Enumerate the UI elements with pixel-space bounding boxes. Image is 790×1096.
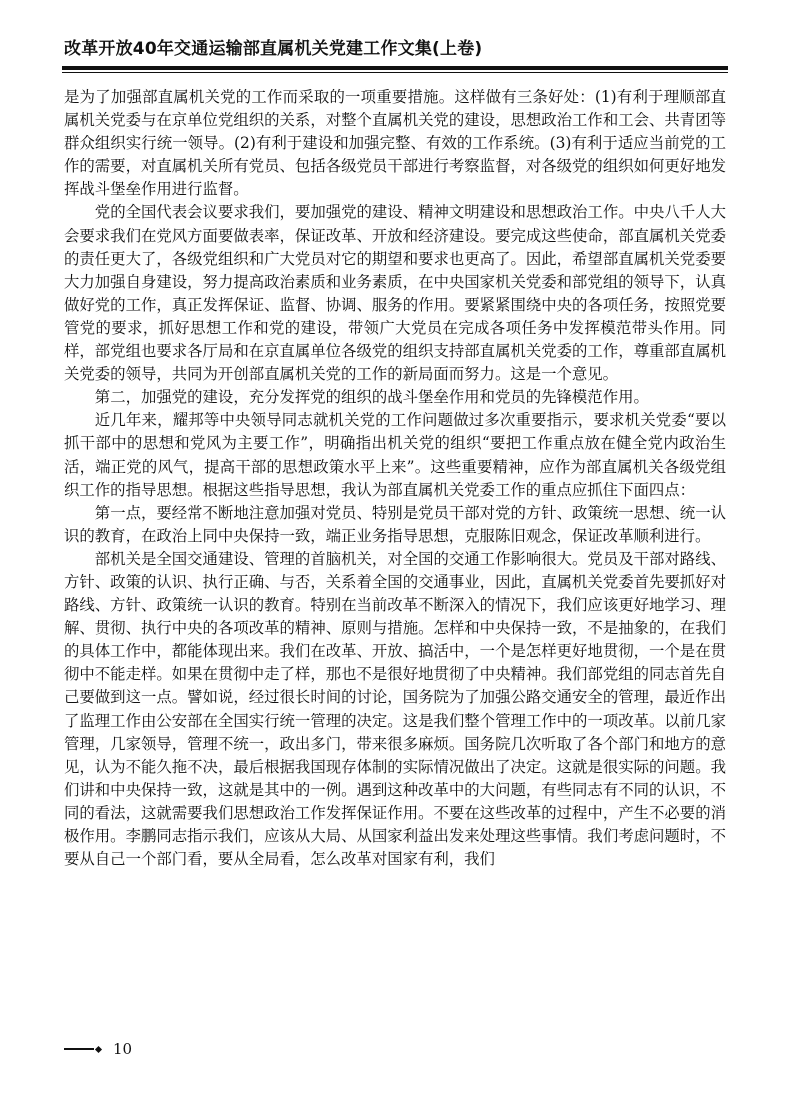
page-number: 10 [113, 1040, 133, 1058]
paragraph-1: 是为了加强部直属机关党的工作而采取的一项重要措施。这样做有三条好处：(1)有利于理顺部直属机关党委与在京单位党组织的关系，对整个直属机关党的建设，思想政治工作和工会、共青团等群众组织实行统一领导。(2)有利于建设和加强完整、有效的工作系统。(3)有利于适应当前党的工作的需要，对直属机关所有党员、包括各级党员干部进行考察监督，对各级党的组织如何更好地发挥战斗堡垒作用进行监督。 [64, 88, 726, 199]
page-footer [64, 1037, 132, 1061]
footer-ornament-diamond [95, 1045, 102, 1052]
header-rule-thick [62, 66, 728, 70]
footer-ornament-line [64, 1048, 94, 1050]
body-text [64, 86, 726, 1046]
header-rule-thin [62, 72, 728, 73]
paragraph-4: 近几年来，耀邦等中央领导同志就机关党的工作问题做过多次重要指示，要求机关党委“要以抓干部中的思想和党风为主要工作”，明确指出机关党的组织“要把工作重点放在健全党内政治生活，端正党的风气，提高干部的思想政策水平上来”。这些重要精神，应作为部直属机关各级党组织工作的指导思想。根据这些指导思想，我认为部直属机关党委工作的重点应抓住下面四点： [64, 411, 726, 499]
paragraph-2: 党的全国代表会议要求我们，要加强党的建设、精神文明建设和思想政治工作。中央八千人大会要求我们在党风方面要做表率，保证改革、开放和经济建设。要完成这些使命，部直属机关党委的责任更大了，各级党组织和广大党员对它的期望和要求也更高了。因此，希望部直属机关党委要大力加强自身建设，努力提高政治素质和业务素质，在中央国家机关党委和部党组的领导下，认真做好党的工作，真正发挥保证、监督、协调、服务的作用。要紧紧围绕中央的各项任务，按照党要管党的要求，抓好思想工作和党的建设，带领广大党员在完成各项任务中发挥模范带头作用。同样，部党组也要求各厅局和在京直属单位各级党的组织支持部直属机关党委的工作，尊重部直属机关党委的领导，共同为开创部直属机关党的工作的新局面而努力。这是一个意见。 [64, 203, 726, 384]
paragraph-3: 第二，加强党的建设，充分发挥党的组织的战斗堡垒作用和党员的先锋模范作用。 [94, 388, 649, 407]
paragraph-5: 第一点，要经常不断地注意加强对党员、特别是党员干部对党的方针、政策统一思想、统一认识的教育，在政治上同中央保持一致，端正业务指导思想，克服陈旧观念，保证改革顺利进行。 [64, 503, 726, 545]
paragraph-6: 部机关是全国交通建设、管理的首脑机关，对全国的交通工作影响很大。党员及干部对路线、方针、政策的认识、执行正确、与否，关系着全国的交通事业，因此，直属机关党委首先要抓好对路线、方针、政策统一认识的教育。特别在当前改革不断深入的情况下，我们应该更好地学习、理解、贯彻、执行中央的各项改革的精神、原则与措施。怎样和中央保持一致，不是抽象的，在我们的具体工作中，都能体现出来。我们在改革、开放、搞活中，一个是怎样更好地贯彻，一个是在贯彻中不能走样。如果在贯彻中走了样，那也不是很好地贯彻了中央精神。我们部党组的同志首先自己要做到这一点。譬如说，经过很长时间的讨论，国务院为了加强公路交通安全的管理，最近作出了监理工作由公安部在全国实行统一管理的决定。这是我们整个管理工作中的一项改革。以前几家管理，几家领导，管理不统一，政出多门，带来很多麻烦。国务院几次听取了各个部门和地方的意见，认为不能久拖不决，最后根据我国现存体制的实际情况做出了决定。这就是很实际的问题。我们讲和中央保持一致，这就是其中的一例。遇到这种改革中的大问题，有些同志有不同的认识，不同的看法，这就需要我们思想政治工作发挥保证作用。不要在这些改革的过程中，产生不必要的消极作用。李鹏同志指示我们，应该从大局、从国家利益出发来处理这些事情。我们考虑问题时，不要从自己一个部门看，要从全局看，怎么改革对国家有利，我们 [64, 549, 726, 869]
running-header-title: 改革开放40年交通运输部直属机关党建工作文集(上卷) [64, 39, 483, 59]
